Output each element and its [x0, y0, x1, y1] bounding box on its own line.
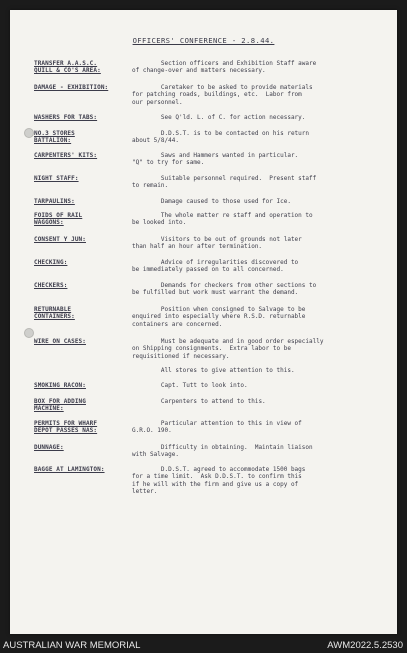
entry-text: Section officers and Exhibition Staff aware of change-over and matters necessary.: [132, 60, 317, 75]
entry-text: Demands for checkers from other sections to be fulfilled but work must warrant the demand.: [132, 282, 317, 297]
punch-hole: [24, 328, 34, 338]
entry-label: PERMITS FOR WHARF DEPOT PASSES NAS:: [34, 420, 98, 435]
entry-label: WIRE ON CASES:: [34, 338, 86, 345]
entry-label: NIGHT STAFF:: [34, 175, 79, 182]
entry-text: See Q'ld. L. of C. for action necessary.: [132, 114, 306, 121]
entry-label: TRANSFER A.A.S.C. QUILL & CO'S AREA:: [34, 60, 101, 75]
document-page: [10, 10, 397, 634]
entry-text: Caretaker to be asked to provide materials for patching roads, buildings, etc. Labor from our personnel.: [132, 84, 313, 106]
entry-label: RETURNABLE CONTAINERS:: [34, 306, 75, 321]
footer-institution: AUSTRALIAN WAR MEMORIAL: [3, 640, 141, 651]
entry-text: Particular attention to this in view of G.R.O. 190.: [132, 420, 302, 435]
entry-text: The whole matter re staff and operation to be looked into.: [132, 212, 313, 227]
entry-text: Difficulty in obtaining. Maintain liaison with Salvage.: [132, 444, 313, 459]
entry-text: Must be adequate and in good order especially on Shipping consignments. Extra labor to be requisitioned if necessary. All stores to give attention to this.: [132, 338, 324, 375]
entry-label: CHECKING:: [34, 259, 68, 266]
document-title: OFFICERS' CONFERENCE - 2.8.44.: [132, 36, 275, 45]
entry-label: CONSENT Y JUN:: [34, 236, 86, 243]
entry-label: BAGGE AT LAMINGTON:: [34, 466, 105, 473]
entry-label: DUNNAGE:: [34, 444, 64, 451]
entry-text: Advice of irregularities discovered to be immediately passed on to all concerned.: [132, 259, 299, 274]
punch-hole: [24, 128, 34, 138]
entry-label: BOX FOR ADDING MACHINE:: [34, 398, 86, 413]
entry-text: Suitable personnel required. Present staff to remain.: [132, 175, 317, 190]
entry-label: FOIDS OF RAIL WAGGONS:: [34, 212, 83, 227]
entry-text: Position when consigned to Salvage to be enquired into especially where R.S.D. returnable containers are concerned.: [132, 306, 306, 328]
entry-text: Saws and Hammers wanted in particular. "Q" to try for same.: [132, 152, 299, 167]
entry-label: CARPENTERS' KITS:: [34, 152, 98, 159]
archive-footer: [0, 638, 407, 653]
footer-accession-number: AWM2022.5.2530: [327, 640, 403, 651]
entry-text: Damage caused to those used for Ice.: [132, 198, 291, 205]
entry-text: Carpenters to attend to this.: [132, 398, 266, 405]
entry-label: WASHERS FOR TABS:: [34, 114, 98, 121]
entry-label: DAMAGE - EXHIBITION:: [34, 84, 109, 91]
entry-text: Visitors to be out of grounds not later than half an hour after termination.: [132, 236, 302, 251]
entry-label: CHECKERS:: [34, 282, 68, 289]
entry-label: SMOKING RACON:: [34, 382, 86, 389]
entry-label: TARPAULINS:: [34, 198, 75, 205]
entry-label: NO.3 STORES BATTALION:: [34, 130, 75, 145]
entry-text: D.D.S.T. is to be contacted on his return about 5/8/44.: [132, 130, 310, 145]
entry-text: Capt. Tutt to look into.: [132, 382, 248, 389]
entry-text: D.D.S.T. agreed to accommodate 1500 bags for a time limit. Ask D.D.S.T. to confirm this if he will with the firm and give us a copy of letter.: [132, 466, 306, 495]
